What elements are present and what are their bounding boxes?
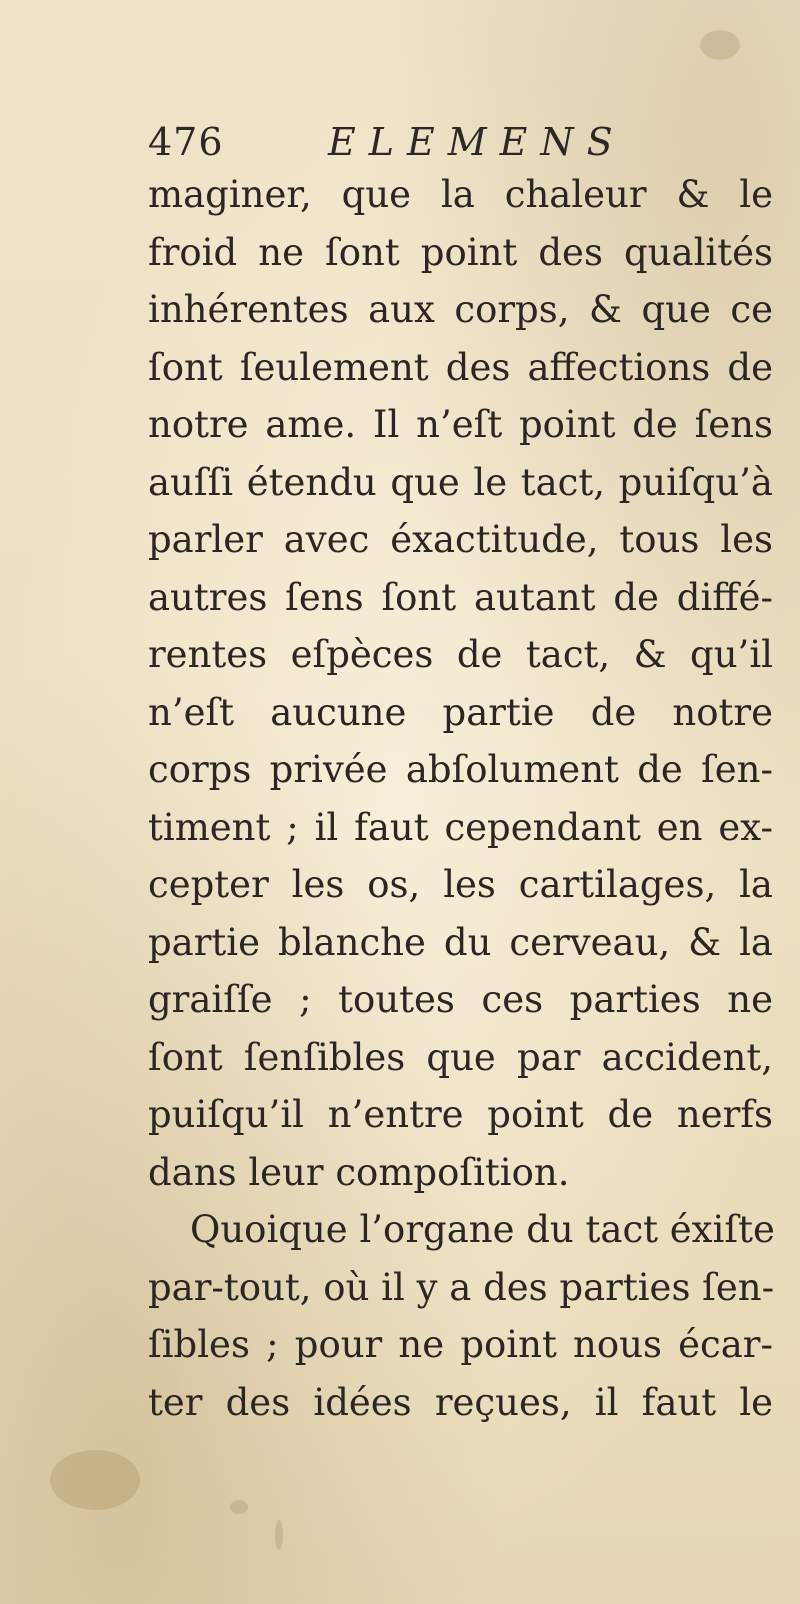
text-line: ſont ſeulement des affections de [148, 345, 773, 389]
text-line: parler avec éxactitude, tous les [148, 518, 773, 561]
page-header [148, 112, 768, 172]
text-line: puiſqu’il n’entre point de nerfs [148, 1093, 773, 1136]
paragraph [148, 166, 773, 1201]
text-line: n’eſt aucune partie de notre [148, 690, 773, 734]
text-line: auſſi étendu que le tact, puiſqu’à [148, 460, 773, 504]
text-line: inhérentes aux corps, & que ce [148, 288, 773, 331]
text-line: ter des idées reçues, il faut le [148, 1380, 773, 1424]
text-line: dans leur compoſition. [148, 1150, 570, 1194]
text-line: corps privée abſolument de ſen- [148, 748, 773, 791]
text-line: rentes eſpèces de tact, & qu’il [148, 633, 773, 676]
text-line: ſont ſenſibles que par accident, [148, 1035, 773, 1079]
page-number: 476 [148, 120, 224, 164]
text-line: timent ; il faut cependant en ex- [148, 805, 773, 849]
text-line: partie blanche du cerveau, & la [148, 920, 773, 964]
paper-stain [50, 1450, 140, 1510]
text-line: cepter les os, les cartilages, la [148, 863, 773, 906]
paper-stain [275, 1520, 283, 1550]
running-head: ELEMENS [328, 120, 626, 164]
paragraph [148, 1201, 773, 1431]
text-line: autres ſens ſont autant de diffé- [148, 575, 773, 619]
paper-stain [230, 1500, 248, 1514]
text-line: froid ne ſont point des qualités [148, 230, 773, 274]
text-line: ſibles ; pour ne point nous écar- [148, 1323, 773, 1366]
paper-stain [700, 30, 740, 60]
text-line: maginer, que la chaleur & le [148, 173, 773, 216]
text-line: notre ame. Il n’eſt point de ſens [148, 403, 773, 446]
text-line: graiſſe ; toutes ces parties ne [148, 978, 773, 1021]
text-line: Quoique l’organe du tact éxiſte [190, 1208, 775, 1251]
text-line: par-tout, où il y a des parties ſen- [148, 1265, 775, 1309]
body-text [148, 166, 773, 1431]
